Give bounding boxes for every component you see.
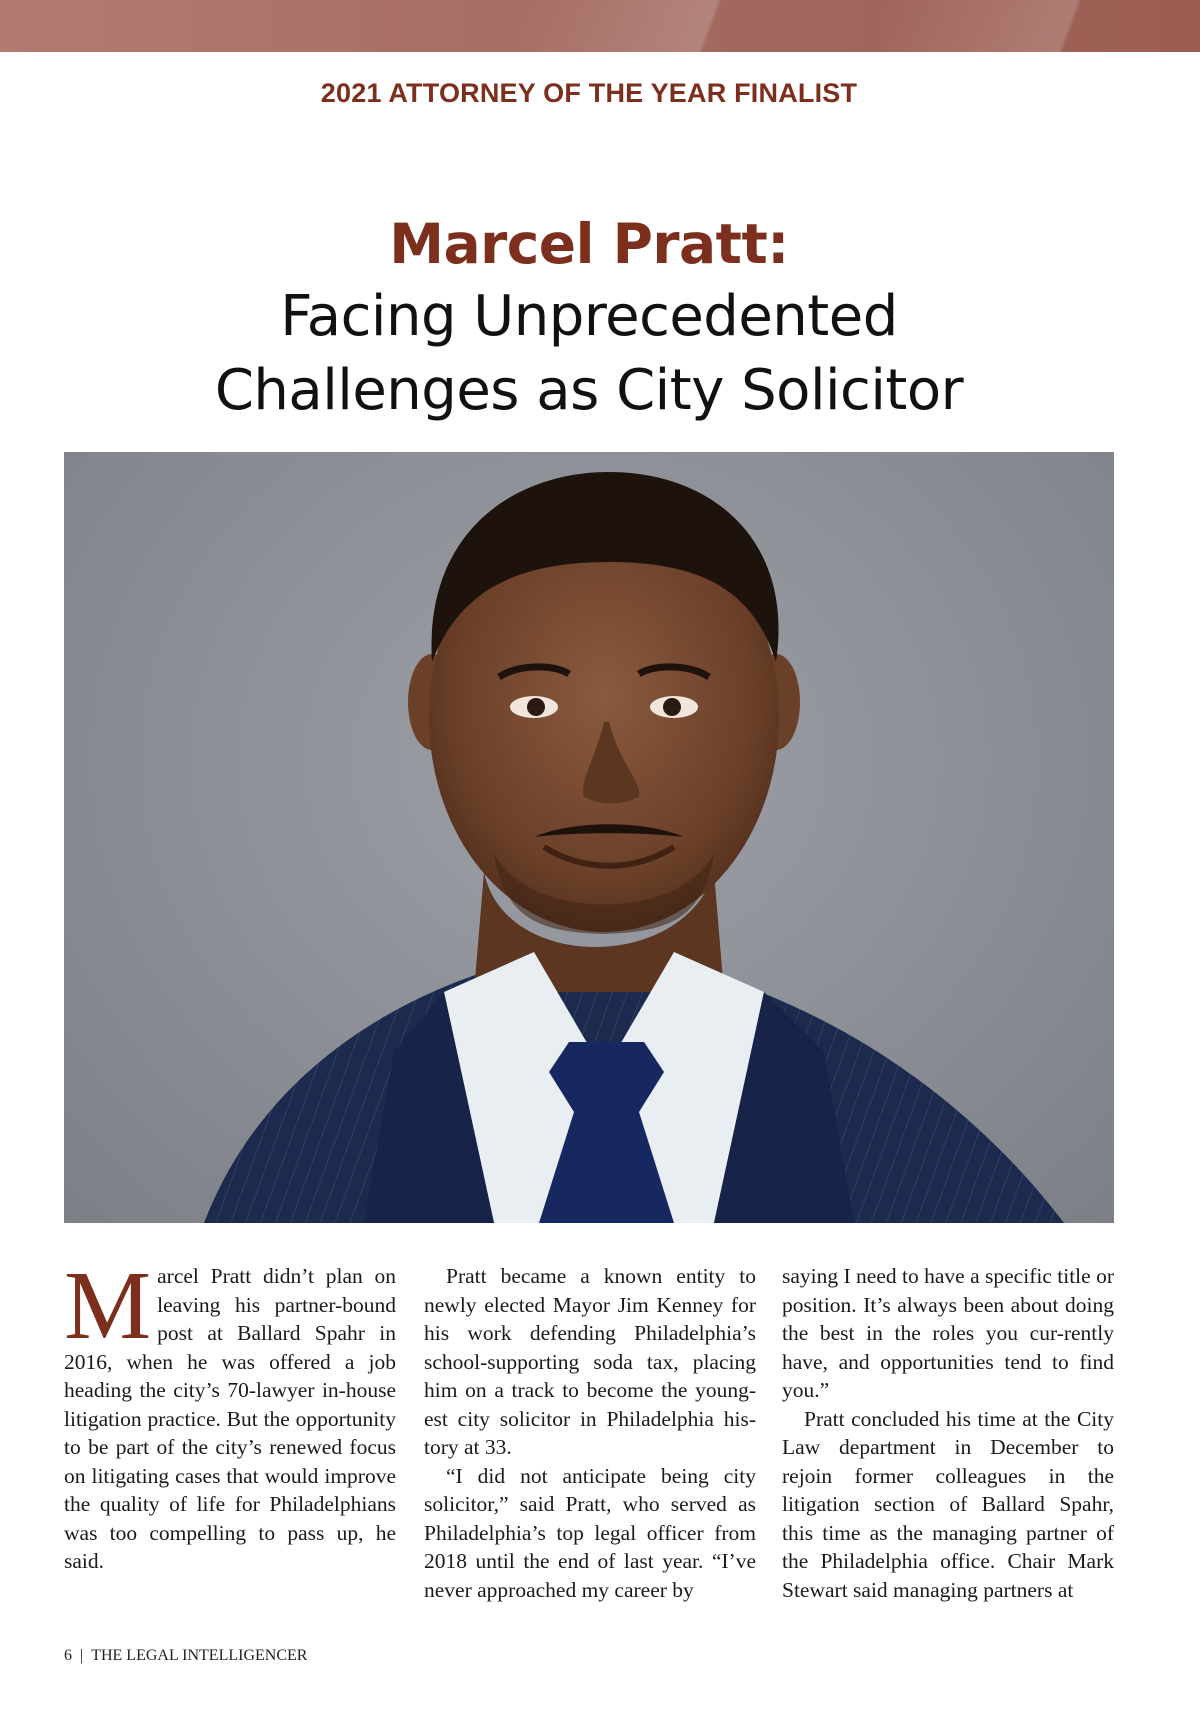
- article-column-2: [424, 1262, 756, 1604]
- page-footer: [64, 1647, 307, 1665]
- portrait-photo: [64, 452, 1114, 1223]
- headline-subtitle-line-2: Challenges as City Solicitor: [214, 358, 964, 423]
- drop-cap: M: [64, 1252, 152, 1360]
- kicker-label: 2021 ATTORNEY OF THE YEAR FINALIST: [320, 78, 858, 108]
- page-number: 6: [64, 1647, 72, 1664]
- headline-name: Marcel Pratt:: [389, 212, 789, 276]
- article-column-3: [782, 1262, 1114, 1604]
- headline-subtitle-line-1: Facing Unprecedented: [280, 284, 898, 349]
- column-3-paragraph-2: Pratt concluded his time at the City Law department in December to rejoin former colleagues in the litigation section of Ballard Spahr, this time as the managing partner of the Philadelphia office. Chair Mark Stewart said managing partners at: [782, 1406, 1114, 1602]
- top-decorative-band: [0, 0, 1200, 52]
- column-2-paragraph-2: “I did not anticipate being city solicitor,” said Pratt, who served as Philadelphia’s top legal officer from 2018 until the end of last year. “I’ve never approached my career by: [424, 1463, 756, 1602]
- publication-name: THE LEGAL INTELLIGENCER: [91, 1647, 308, 1664]
- column-3-paragraph-1: saying I need to have a specific title or position. It’s always been about doing the best in the roles you cur-rently have, and opportunities tend to find you.”: [782, 1264, 1114, 1402]
- article-body: [64, 1252, 1114, 1612]
- column-1-text: arcel Pratt didn’t plan on leaving his partner-bound post at Ballard Spahr in 2016, when he was offered a job heading the city’s 70-lawyer in-house litigation practice. But the opportunity to be part of the city’s renewed focus on litigating cases that would improve the quality of life for Philadelphians was too compelling to pass up, he said.: [64, 1264, 396, 1573]
- article-column-1: [64, 1252, 396, 1576]
- column-2-paragraph-1: Pratt became a known entity to newly elected Mayor Jim Kenney for his work defending Philadelphia’s school-supporting soda tax, placing him on a track to become the young-est city solicitor in Philadelphia his-tory at 33.: [424, 1264, 756, 1459]
- headline: [0, 208, 1178, 428]
- footer-separator: |: [80, 1647, 84, 1664]
